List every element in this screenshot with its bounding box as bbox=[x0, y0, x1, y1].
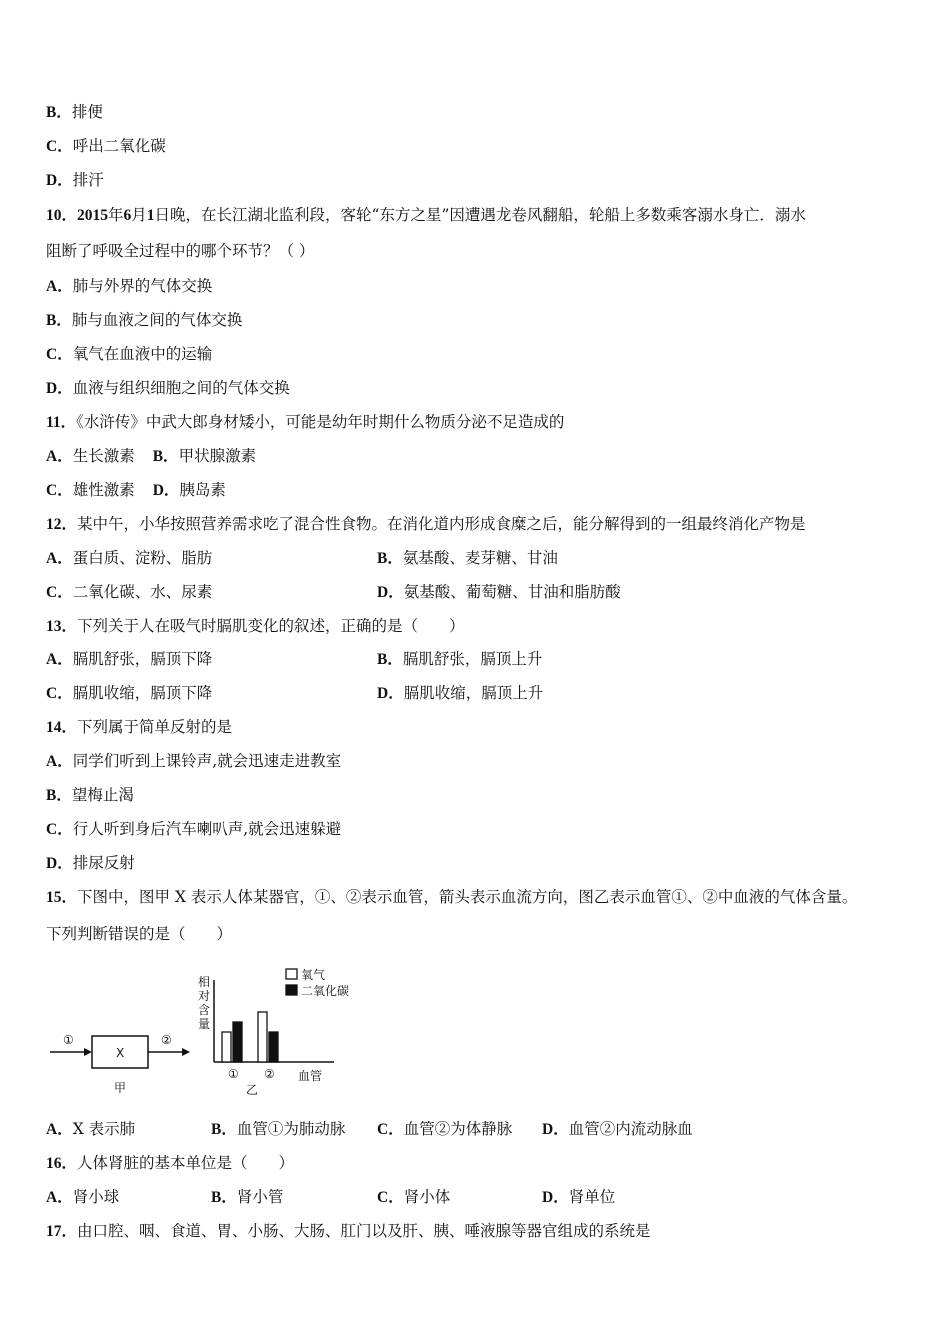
q11-options-ab bbox=[46, 446, 256, 467]
option-text: 膈肌舒张，膈顶上升 bbox=[402, 650, 543, 668]
option-label: C． bbox=[46, 138, 73, 155]
legend-co2-swatch bbox=[286, 985, 297, 995]
option-label: D． bbox=[542, 1189, 569, 1206]
question-number: 10． bbox=[46, 207, 78, 224]
q15-stem-line1 bbox=[46, 887, 857, 908]
option-text: 氧气在血液中的运输 bbox=[72, 345, 213, 363]
option-label: A． bbox=[46, 1189, 73, 1206]
bar-oxygen-vessel-2 bbox=[258, 1012, 267, 1062]
stem-text: 下图中，图甲 X 表示人体某器官，①、②表示血管，箭头表示血流方向，图乙表示血管①、②中血液的气体含量。 bbox=[77, 888, 858, 906]
q13-option-a bbox=[46, 649, 212, 670]
option-label: C． bbox=[377, 1121, 404, 1138]
q12-option-b bbox=[377, 548, 558, 569]
q13-option-b bbox=[377, 649, 542, 670]
yi-ylabel-char: 对 bbox=[198, 989, 211, 1003]
option-label: D． bbox=[377, 584, 404, 601]
q9-option-d bbox=[46, 170, 104, 191]
q16-option-d bbox=[542, 1187, 615, 1208]
yi-xtick-2: ② bbox=[264, 1067, 275, 1081]
option-text: 生长激素 bbox=[72, 447, 135, 465]
bar-oxygen-vessel-1 bbox=[222, 1032, 231, 1062]
q15-figure bbox=[46, 962, 366, 1102]
yi-xaxis-label: 血管 bbox=[298, 1069, 323, 1083]
yi-xtick-1: ① bbox=[228, 1067, 239, 1081]
q12-option-a bbox=[46, 548, 212, 569]
jia-box-label: X bbox=[116, 1046, 125, 1060]
stem-text: 由口腔、咽、食道、胃、小肠、大肠、肛门以及肝、胰、唾液腺等器官组成的系统是 bbox=[77, 1222, 651, 1240]
option-text: 甲状腺激素 bbox=[178, 447, 257, 465]
legend-oxygen-swatch bbox=[286, 969, 297, 979]
option-label: B． bbox=[46, 787, 72, 804]
stem-text: 人体肾脏的基本单位是（ ） bbox=[77, 1154, 295, 1172]
option-text: 氨基酸、葡萄糖、甘油和脂肪酸 bbox=[403, 583, 621, 601]
option-text: 血管②为体静脉 bbox=[403, 1120, 513, 1138]
option-label: B． bbox=[211, 1189, 237, 1206]
legend-co2-label: 二氧化碳 bbox=[301, 984, 350, 998]
q10-option-b bbox=[46, 310, 242, 331]
option-label: B． bbox=[211, 1121, 237, 1138]
yi-caption: 乙 bbox=[246, 1083, 259, 1097]
yi-ylabel-char: 含 bbox=[198, 1003, 211, 1017]
q13-option-c bbox=[46, 683, 212, 704]
option-text: 血液与组织细胞之间的气体交换 bbox=[72, 379, 290, 397]
question-number: 13． bbox=[46, 618, 78, 635]
q11-options-cd bbox=[46, 480, 226, 501]
option-label: B． bbox=[377, 550, 403, 567]
q10-stem-line1 bbox=[46, 205, 806, 226]
q13-option-d bbox=[377, 683, 543, 704]
option-text: 排便 bbox=[71, 103, 103, 121]
option-label: A． bbox=[46, 1121, 73, 1138]
option-label: A． bbox=[46, 753, 73, 770]
option-text: 氨基酸、麦芽糖、甘油 bbox=[402, 549, 558, 567]
q10-option-d bbox=[46, 378, 290, 399]
q15-option-c bbox=[377, 1119, 512, 1140]
option-label: C． bbox=[46, 584, 73, 601]
stem-text: 月 bbox=[131, 206, 147, 224]
option-text: 肺与外界的气体交换 bbox=[72, 277, 213, 295]
option-label: B． bbox=[46, 104, 72, 121]
option-label: B． bbox=[377, 651, 403, 668]
bar-co2-vessel-1 bbox=[233, 1022, 242, 1062]
stem-text: 年 bbox=[108, 206, 124, 224]
option-label: C． bbox=[46, 685, 73, 702]
legend-oxygen-label: 氧气 bbox=[301, 968, 326, 982]
option-label: D． bbox=[46, 172, 73, 189]
q16-option-c bbox=[377, 1187, 450, 1208]
q15-stem-line2: 下列判断错误的是（ ） bbox=[46, 925, 233, 943]
bar-co2-vessel-2 bbox=[269, 1032, 278, 1062]
jia-inflow-arrow bbox=[84, 1048, 92, 1056]
q12-option-d bbox=[377, 582, 621, 603]
q10-option-c bbox=[46, 344, 212, 365]
option-label: D． bbox=[542, 1121, 569, 1138]
q14-stem bbox=[46, 717, 232, 738]
q15-option-d bbox=[542, 1119, 693, 1140]
stem-year: 2015 bbox=[77, 207, 109, 224]
q16-stem bbox=[46, 1153, 294, 1174]
option-text: 血管②内流动脉血 bbox=[568, 1120, 693, 1138]
option-text: 肺与血液之间的气体交换 bbox=[71, 311, 243, 329]
question-number: 14． bbox=[46, 719, 78, 736]
q12-stem bbox=[46, 514, 806, 535]
stem-text: 某中午，小华按照营养需求吃了混合性食物。在消化道内形成食糜之后，能分解得到的一组最终消化产物是 bbox=[77, 515, 806, 533]
q15-figure-svg bbox=[46, 962, 366, 1102]
stem-text: 《水浒传》中武大郎身材矮小，可能是幼年时期什么物质分泌不足造成的 bbox=[76, 413, 565, 431]
stem-text: 日晚，在长江湖北监利段，客轮“东方之星”因遭遇龙卷风翻船，轮船上多数乘客溺水身亡．溺水 bbox=[154, 206, 806, 224]
q13-stem bbox=[46, 616, 465, 637]
q9-option-b bbox=[46, 102, 103, 123]
option-label: A． bbox=[46, 651, 73, 668]
question-number: 12． bbox=[46, 516, 78, 533]
option-label: D． bbox=[46, 855, 73, 872]
option-label: A． bbox=[46, 550, 73, 567]
stem-text: 下列关于人在吸气时膈肌变化的叙述，正确的是（ ） bbox=[77, 617, 465, 635]
option-text: 肾小管 bbox=[236, 1188, 284, 1206]
option-text: 膈肌收缩，膈顶上升 bbox=[403, 684, 544, 702]
option-label: C． bbox=[46, 821, 73, 838]
question-number: 17． bbox=[46, 1223, 78, 1240]
option-label: B． bbox=[152, 448, 179, 465]
option-text: 肾小球 bbox=[72, 1188, 120, 1206]
option-text: 胰岛素 bbox=[179, 481, 226, 499]
q10-stem-line2: 阻断了呼吸全过程中的哪个环节？（ ） bbox=[46, 242, 315, 260]
option-text: 蛋白质、淀粉、脂肪 bbox=[72, 549, 213, 567]
option-text: 二氧化碳、水、尿素 bbox=[72, 583, 213, 601]
stem-day: 1 bbox=[146, 207, 155, 224]
option-text: 排尿反射 bbox=[72, 854, 135, 872]
q12-option-c bbox=[46, 582, 212, 603]
yi-ylabel-char: 相 bbox=[198, 975, 211, 989]
option-label: C． bbox=[377, 1189, 404, 1206]
option-text: 膈肌舒张，膈顶下降 bbox=[72, 650, 213, 668]
q11-stem bbox=[46, 412, 564, 433]
option-label: A． bbox=[46, 278, 73, 295]
q14-option-a bbox=[46, 751, 341, 772]
jia-out-label: ② bbox=[161, 1033, 172, 1047]
stem-month: 6 bbox=[123, 207, 132, 224]
stem-text: 下列属于简单反射的是 bbox=[77, 718, 233, 736]
option-text: 同学们听到上课铃声,就会迅速走进教室 bbox=[72, 752, 342, 770]
option-text: 呼出二氧化碳 bbox=[72, 137, 166, 155]
yi-ylabel-char: 量 bbox=[198, 1017, 211, 1031]
q14-option-b bbox=[46, 785, 134, 806]
option-label: D． bbox=[46, 380, 73, 397]
jia-caption: 甲 bbox=[114, 1081, 127, 1095]
option-text: 雄性激素 bbox=[72, 481, 135, 499]
question-number: 15． bbox=[46, 889, 78, 906]
jia-in-label: ① bbox=[63, 1033, 74, 1047]
option-label: A． bbox=[46, 448, 73, 465]
option-label: D． bbox=[152, 482, 180, 499]
q16-option-b bbox=[211, 1187, 283, 1208]
option-text: 膈肌收缩，膈顶下降 bbox=[72, 684, 213, 702]
option-label: C． bbox=[46, 346, 73, 363]
q15-option-a bbox=[46, 1119, 135, 1140]
option-text: 血管①为肺动脉 bbox=[236, 1120, 346, 1138]
option-text: 肾单位 bbox=[568, 1188, 616, 1206]
q17-stem bbox=[46, 1221, 651, 1242]
option-label: B． bbox=[46, 312, 72, 329]
option-text: 肾小体 bbox=[403, 1188, 451, 1206]
q10-option-a bbox=[46, 276, 212, 297]
option-text: 排汗 bbox=[72, 171, 104, 189]
jia-outflow-arrow bbox=[182, 1048, 190, 1056]
option-text: X 表示肺 bbox=[72, 1120, 136, 1138]
question-number: 16． bbox=[46, 1155, 78, 1172]
q9-option-c bbox=[46, 136, 166, 157]
q15-option-b bbox=[211, 1119, 345, 1140]
q16-option-a bbox=[46, 1187, 119, 1208]
option-text: 望梅止渴 bbox=[71, 786, 134, 804]
option-label: C． bbox=[46, 482, 73, 499]
question-number: 11． bbox=[46, 414, 77, 431]
option-label: D． bbox=[377, 685, 404, 702]
option-text: 行人听到身后汽车喇叭声,就会迅速躲避 bbox=[72, 820, 342, 838]
q14-option-d bbox=[46, 853, 135, 874]
q14-option-c bbox=[46, 819, 341, 840]
